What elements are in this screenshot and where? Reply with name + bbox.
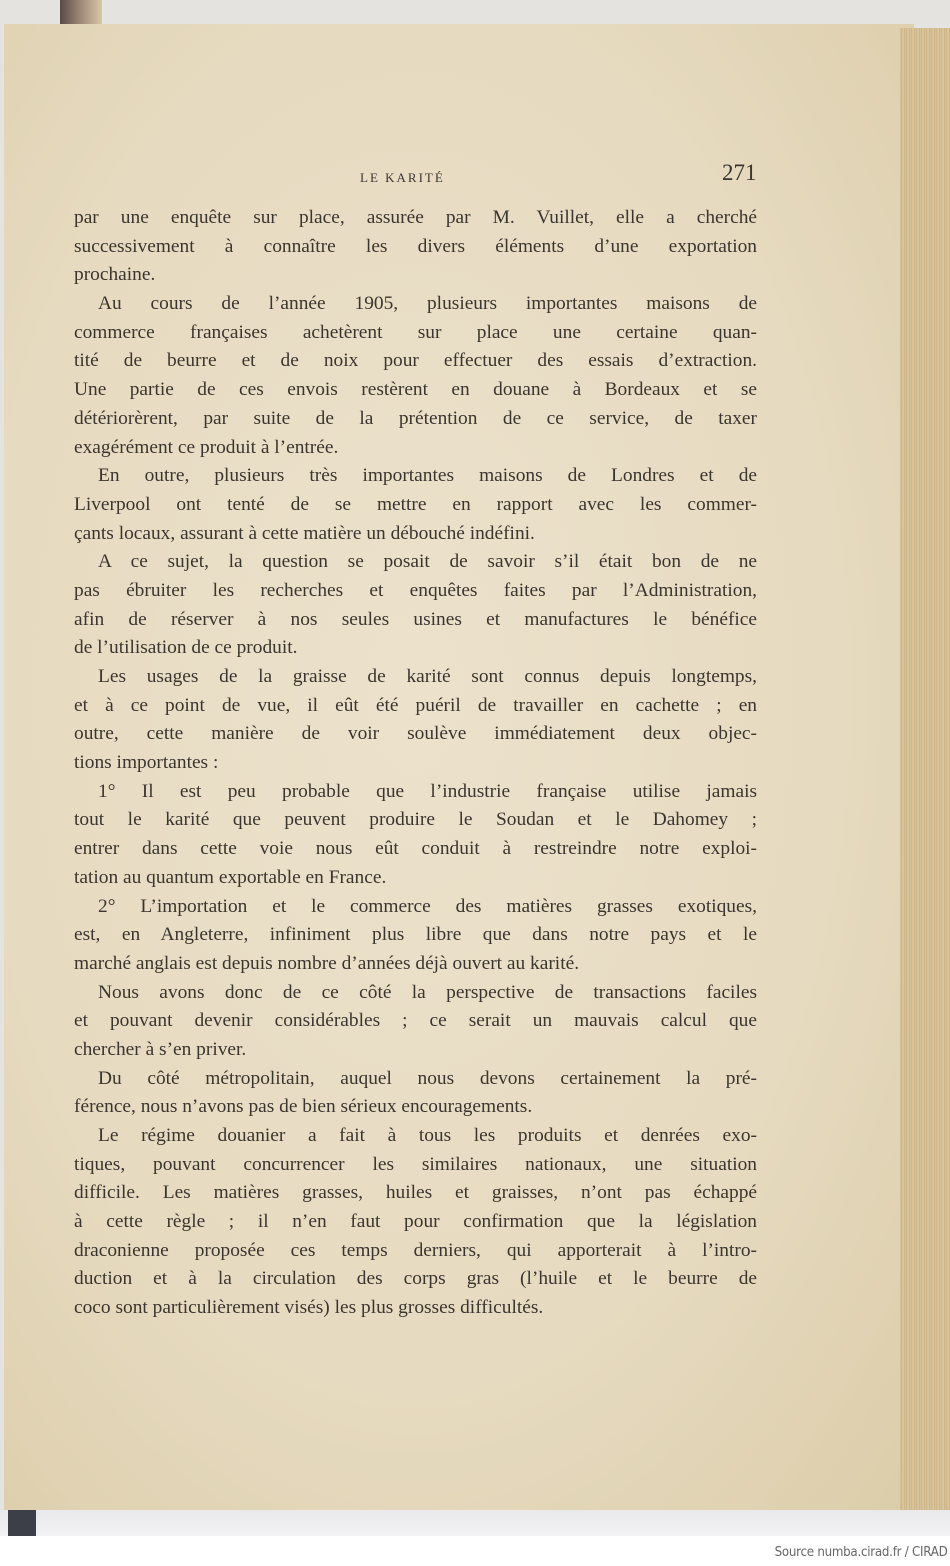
text-line: chercher à s’en priver.: [74, 1038, 247, 1060]
text-line: à cette règle ; il n’en faut pour confirmation que la législation: [74, 1211, 757, 1233]
text-line: Nous avons donc de ce côté la perspective de transactions faciles: [98, 981, 757, 1003]
paragraph: [74, 548, 757, 663]
text-line: difficile. Les matières grasses, huiles et graisses, n’ont pas échappé: [74, 1182, 757, 1204]
text-line: tiques, pouvant concurrencer les similaires nationaux, une situation: [74, 1153, 757, 1175]
text-line: Le régime douanier a fait à tous les produits et denrées exo-: [98, 1125, 757, 1146]
text-line: A ce sujet, la question se posait de savoir s’il était bon de ne: [98, 551, 757, 573]
text-line: tions importantes :: [74, 752, 219, 774]
text-line: de l’utilisation de ce produit.: [74, 637, 298, 659]
text-line: marché anglais est depuis nombre d’années déjà ouvert au karité.: [74, 952, 580, 974]
text-line: Les usages de la graisse de karité sont connus depuis longtemps,: [98, 666, 757, 687]
text-line: tité de beurre et de noix pour effectuer des essais d’extraction.: [74, 350, 757, 372]
running-title: LE KARITÉ: [360, 170, 445, 185]
body-text: [74, 204, 757, 1323]
text-line: détériorèrent, par suite de la prétention de ce service, de taxer: [74, 407, 757, 429]
text-line: est, en Angleterre, infiniment plus libre que dans notre pays et le: [74, 924, 757, 946]
scan-corner: [8, 1510, 36, 1536]
scan-bottom-strip: [0, 1510, 950, 1536]
text-line: Du côté métropolitain, auquel nous devons certainement la pré-: [98, 1067, 757, 1089]
paragraph: [74, 204, 757, 290]
text-line: tation au quantum exportable en France.: [74, 866, 387, 888]
text-line: coco sont particulièrement visés) les plus grosses difficultés.: [74, 1297, 544, 1319]
text-line: prochaine.: [74, 264, 156, 286]
text-line: commerce françaises achetèrent sur place une certaine quan-: [74, 321, 757, 343]
text-line: duction et à la circulation des corps gras (l’huile et le beurre de: [74, 1268, 757, 1290]
text-line: tout le karité que peuvent produire le Soudan et le Dahomey ;: [74, 809, 757, 831]
text-line: pas ébruiter les recherches et enquêtes faites par l’Administration,: [74, 579, 757, 601]
paragraph: [74, 778, 757, 893]
paragraph: [74, 290, 757, 462]
text-line: Au cours de l’année 1905, plusieurs importantes maisons de: [98, 293, 757, 315]
paragraph: [74, 1122, 757, 1323]
paragraph: [74, 893, 757, 979]
paragraph: [74, 979, 757, 1065]
paragraph: [74, 1065, 757, 1122]
text-line: par une enquête sur place, assurée par M. Vuillet, elle a cherché: [74, 207, 757, 228]
page-number: 271: [722, 160, 757, 185]
text-line: draconienne proposée ces temps derniers, qui apporterait à l’intro-: [74, 1239, 757, 1261]
page-edges: [900, 28, 950, 1510]
text-line: 2° L’importation et le commerce des matières grasses exotiques,: [98, 895, 757, 917]
text-line: 1° Il est peu probable que l’industrie française utilise jamais: [98, 780, 757, 802]
text-line: En outre, plusieurs très importantes maisons de Londres et de: [98, 465, 757, 487]
text-line: exagérément ce produit à l’entrée.: [74, 436, 339, 458]
paragraph: [74, 462, 757, 548]
text-line: et à ce point de vue, il eût été puéril de travailler en cachette ; en: [74, 694, 757, 716]
text-line: outre, cette manière de voir soulève immédiatement deux objec-: [74, 723, 757, 745]
text-line: Liverpool ont tenté de se mettre en rapport avec les commer-: [74, 493, 757, 515]
source-credit: Source numba.cirad.fr / CIRAD: [775, 1544, 948, 1560]
text-line: successivement à connaître les divers éléments d’une exportation: [74, 235, 757, 257]
text-line: férence, nous n’avons pas de bien sérieux encouragements.: [74, 1096, 533, 1118]
binding-edge: [60, 0, 102, 24]
text-line: afin de réserver à nos seules usines et manufactures le bénéfice: [74, 608, 757, 630]
text-line: çants locaux, assurant à cette matière un débouché indéfini.: [74, 522, 535, 544]
text-line: et pouvant devenir considérables ; ce serait un mauvais calcul que: [74, 1010, 757, 1032]
text-line: Une partie de ces envois restèrent en douane à Bordeaux et se: [74, 379, 757, 401]
paragraph: [74, 663, 757, 778]
text-line: entrer dans cette voie nous eût conduit à restreindre notre exploi-: [74, 838, 757, 860]
